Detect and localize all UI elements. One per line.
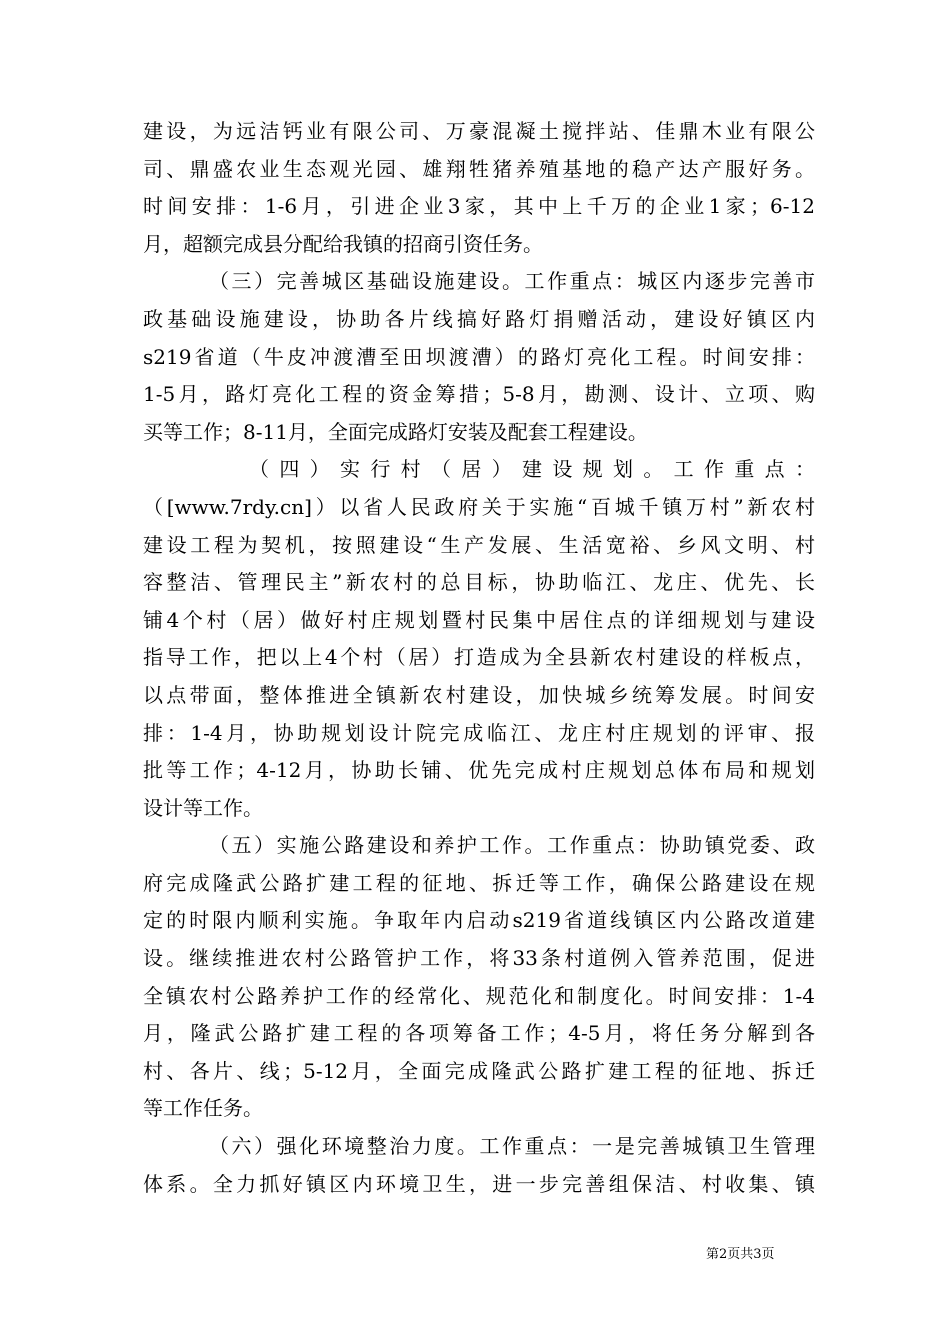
text-line: 月，超额完成县分配给我镇的招商引资任务。 — [143, 231, 543, 256]
text-line: 时间安排：1-6月，引进企业3家，其中上千万的企业1家；6-12 — [143, 194, 815, 219]
text-line: 铺4个村（居）做好村庄规划暨村民集中居住点的详细规划与建设 — [143, 607, 815, 632]
section-heading-line: （五）实施公路建设和养护工作。工作重点：协助镇党委、政 — [209, 833, 815, 858]
text-line: 以点带面，整体推进全镇新农村建设，加快城乡统筹发展。时间安 — [143, 682, 815, 707]
document-body — [143, 113, 815, 1203]
text-line: 等工作任务。 — [143, 1096, 263, 1121]
text-line: 设。继续推进农村公路管护工作，将33条村道例入管养范围，促进 — [143, 946, 815, 971]
text-line: 月，隆武公路扩建工程的各项筹备工作；4-5月，将任务分解到各 — [143, 1021, 815, 1046]
text-line: 司、鼎盛农业生态观光园、雄翔牲猪养殖基地的稳产达产服好务。 — [143, 156, 815, 181]
text-line: （[www.7rdy.cn]）以省人民政府关于实施“百城千镇万村”新农村 — [143, 494, 815, 519]
text-line: 定的时限内顺利实施。争取年内启动s219省道线镇区内公路改道建 — [143, 908, 815, 933]
text-line: 村、各片、线；5-12月，全面完成隆武公路扩建工程的征地、拆迁 — [143, 1058, 815, 1083]
text-line: s219省道（牛皮冲渡漕至田坝渡漕）的路灯亮化工程。时间安排： — [143, 344, 815, 369]
text-line: 府完成隆武公路扩建工程的征地、拆迁等工作，确保公路建设在规 — [143, 870, 815, 895]
section-heading-line: （六）强化环境整治力度。工作重点：一是完善城镇卫生管理 — [209, 1134, 815, 1159]
text-line: 体系。全力抓好镇区内环境卫生，进一步完善组保洁、村收集、镇 — [143, 1171, 815, 1196]
text-line: 1-5月，路灯亮化工程的资金筹措；5-8月，勘测、设计、立项、购 — [143, 382, 815, 407]
text-line: 容整洁、管理民主”新农村的总目标，协助临江、龙庄、优先、长 — [143, 570, 815, 595]
text-line: 全镇农村公路养护工作的经常化、规范化和制度化。时间安排：1-4 — [143, 983, 815, 1008]
text-line: 排：1-4月，协助规划设计院完成临江、龙庄村庄规划的评审、报 — [143, 720, 815, 745]
text-line: 建设工程为契机，按照建设“生产发展、生活宽裕、乡风文明、村 — [143, 532, 815, 557]
text-line: 指导工作，把以上4个村（居）打造成为全县新农村建设的样板点， — [143, 645, 815, 670]
text-line: 建设，为远洁钙业有限公司、万豪混凝土搅拌站、佳鼎木业有限公 — [143, 119, 815, 143]
text-line: 批等工作；4-12月，协助长铺、优先完成村庄规划总体布局和规划 — [143, 758, 815, 783]
page-number: 第2页共3页 — [706, 1247, 775, 1262]
section-heading-line: （三）完善城区基础设施建设。工作重点：城区内逐步完善市 — [209, 269, 815, 294]
section-heading-line: （四）实行村（居）建设规划。工作重点： — [249, 457, 815, 482]
text-line: 政基础设施建设，协助各片线搞好路灯捐赠活动，建设好镇区内 — [143, 306, 815, 331]
text-line: 买等工作；8-11月，全面完成路灯安装及配套工程建设。 — [143, 419, 648, 444]
text-line: 设计等工作。 — [143, 795, 263, 820]
